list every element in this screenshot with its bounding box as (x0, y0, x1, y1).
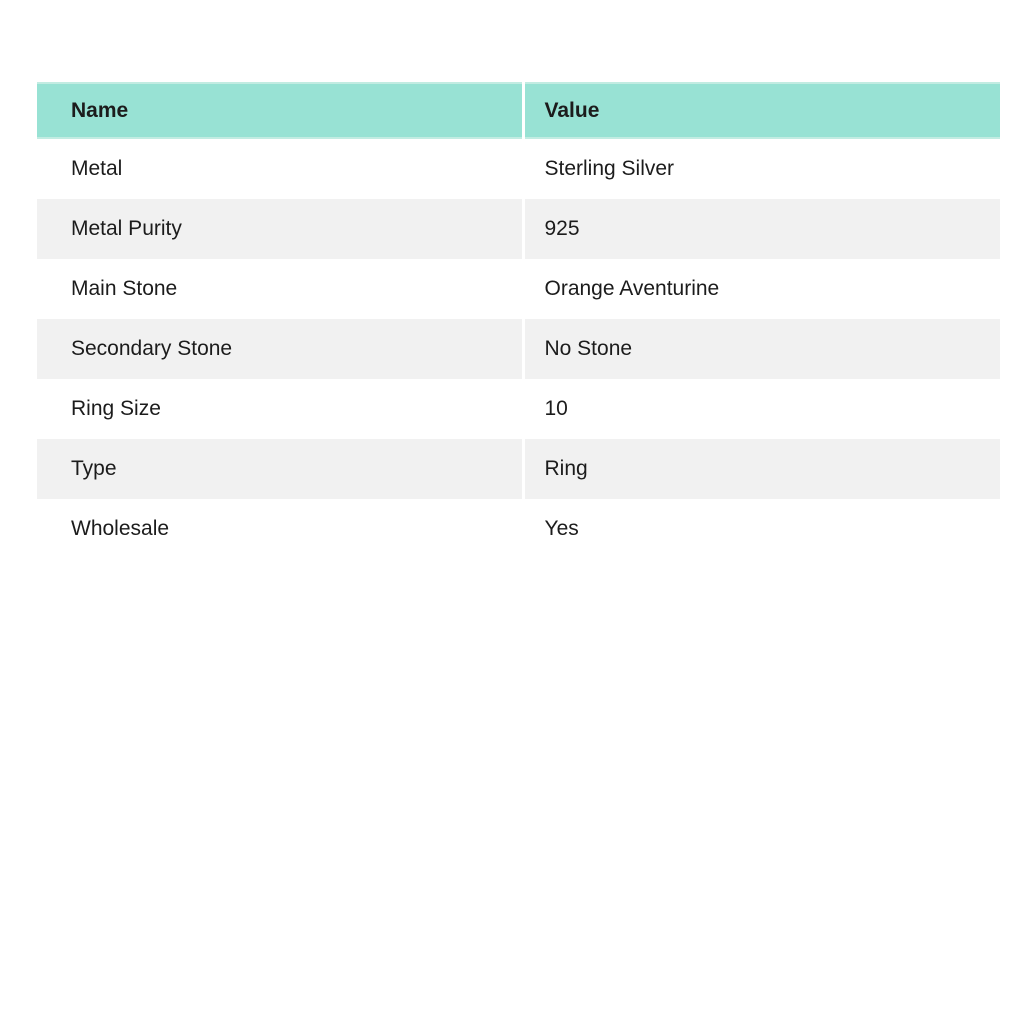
attribute-value-cell: 925 (523, 199, 1000, 259)
table-row-type (37, 439, 1000, 499)
attribute-value-cell: Yes (523, 499, 1000, 559)
table-row-main-stone (37, 259, 1000, 319)
attribute-name-cell: Ring Size (37, 379, 523, 439)
table-row-wholesale (37, 499, 1000, 559)
attribute-name-cell: Type (37, 439, 523, 499)
column-header-name: Name (37, 83, 523, 138)
table-row-secondary-stone (37, 319, 1000, 379)
column-header-value: Value (523, 83, 1000, 138)
attribute-name-cell: Metal (37, 138, 523, 199)
attribute-name-cell: Main Stone (37, 259, 523, 319)
table-header-row (37, 83, 1000, 138)
attribute-value-cell: Ring (523, 439, 1000, 499)
table-row-ring-size (37, 379, 1000, 439)
attributes-table (37, 82, 1000, 559)
attribute-value-cell: 10 (523, 379, 1000, 439)
attribute-name-cell: Metal Purity (37, 199, 523, 259)
attribute-name-cell: Wholesale (37, 499, 523, 559)
table-row-metal-purity (37, 199, 1000, 259)
attribute-value-cell: No Stone (523, 319, 1000, 379)
attribute-name-cell: Secondary Stone (37, 319, 523, 379)
attribute-value-cell: Orange Aventurine (523, 259, 1000, 319)
table-row-metal (37, 138, 1000, 199)
attribute-value-cell: Sterling Silver (523, 138, 1000, 199)
attributes-table-container (37, 82, 1000, 559)
